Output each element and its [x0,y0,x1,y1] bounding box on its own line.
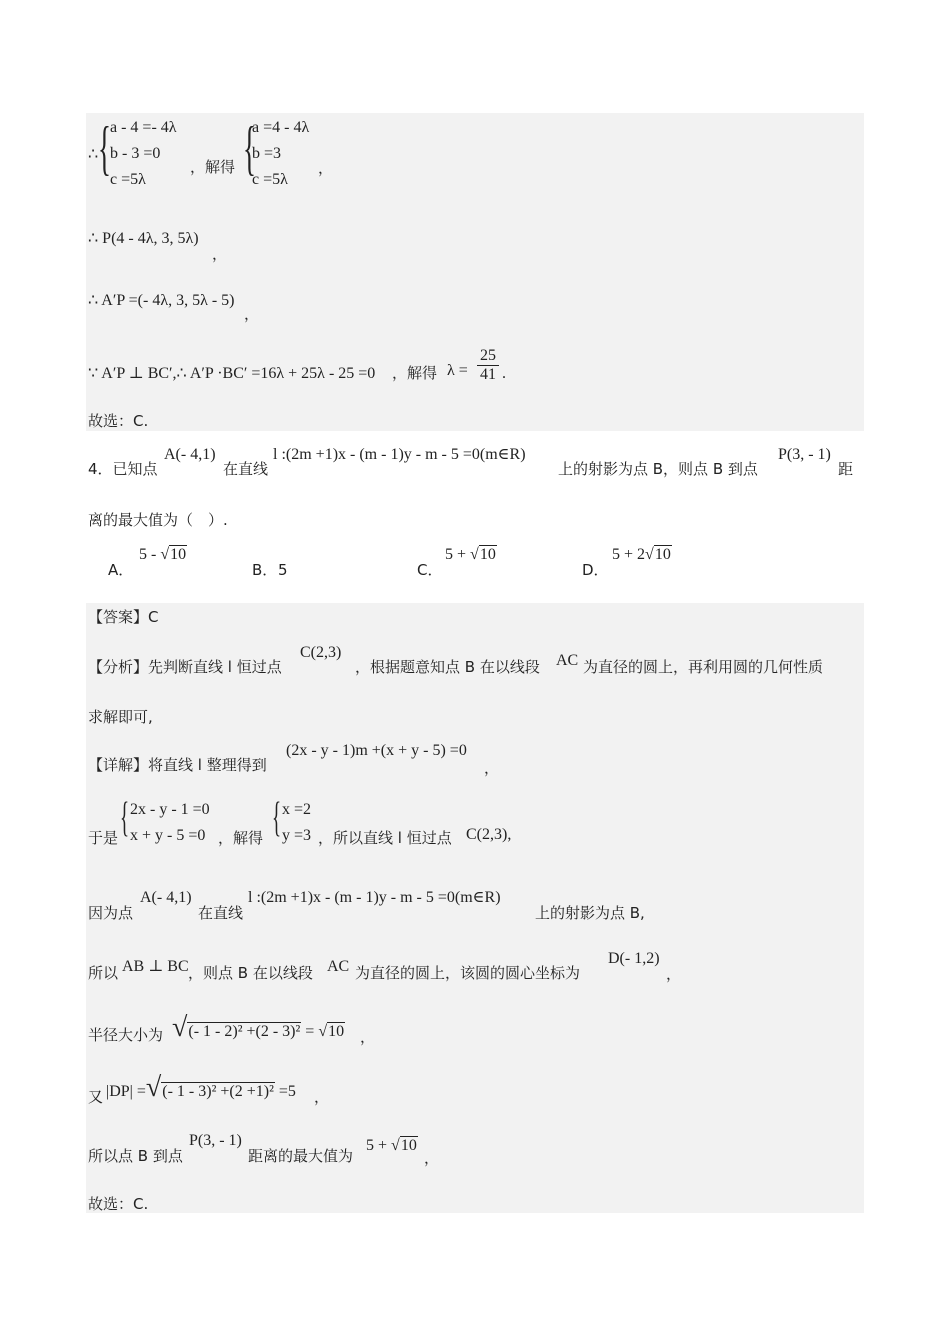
analysis-text-b: ，根据题意知点 B 在以线段 [355,658,540,676]
comma: ， [212,245,228,263]
perpendicular-line: ∵ A′P ⊥ BC′,∴ A′P ·BC′ =16λ + 25λ - 25 =0 [88,365,376,382]
because-on: 在直线 [198,904,244,922]
option-D-pre: 5 + 2 [612,546,646,563]
q4-dist: 距 [838,460,854,478]
left-brace: { [98,115,111,181]
option-A-value[interactable]: 5 - √10 [139,546,187,563]
comma: ， [244,305,260,323]
final-text-a: 所以点 B 到点 [88,1147,183,1165]
system1-eq3: c =5λ [110,171,146,188]
option-B-value[interactable]: 5 [278,561,288,579]
detail-equation: (2x - y - 1)m +(x + y - 5) =0 [286,742,467,759]
option-A-radicand: 10 [170,546,187,563]
DP-label: |DP| = [106,1083,146,1100]
period: . [502,365,506,382]
solve-label-3: ，解得 [218,829,264,847]
system1-eq1: a - 4 =- 4λ [110,119,177,136]
therefore-symbol: ∴ [88,146,99,163]
again-comma: ， [314,1088,330,1106]
so-text-c: 为直径的圆上，该圆的圆心坐标为 [355,964,581,982]
option-C-label[interactable]: C． [417,561,443,579]
left-brace: { [243,115,256,181]
q4-point-A: A(- 4,1) [164,446,216,463]
option-D-radicand: 10 [654,546,671,563]
final-point-P: P(3, - 1) [189,1132,242,1149]
final-pre: 5 + [366,1137,392,1154]
radius-expression: √(- 1 - 2)² +(2 - 3)² = √10 [172,1012,345,1043]
final-value: 5 + √10 [366,1137,417,1154]
solve-label: ，解得 [190,158,236,176]
q4-on-line: 在直线 [223,460,269,478]
analysis-AC: AC [556,652,579,669]
option-A-pre: 5 - [139,546,161,563]
constant-text: ，所以直线 l 恒过点 [318,829,452,847]
option-D-value[interactable]: 5 + 2√10 [612,546,671,563]
detail-comma: ， [484,759,500,777]
system1-eq2: b - 3 =0 [110,145,161,162]
conclusion: 故选：C. [88,1195,149,1213]
option-C-radicand: 10 [479,546,496,563]
because-end: 上的射影为点 B, [535,904,645,922]
analysis-text-c: 为直径的圆上，再利用圆的几何性质 [583,658,824,676]
final-radicand: 10 [400,1137,417,1154]
radius-text: 半径大小为 [88,1026,164,1044]
system3-eq2: x + y - 5 =0 [130,827,206,844]
analysis-text-d: 求解即可, [88,708,153,726]
option-B-label[interactable]: B． [252,561,278,579]
option-D-label[interactable]: D． [582,561,609,579]
because-text: 因为点 [88,904,134,922]
final-comma: ， [424,1149,440,1167]
fraction-numerator: 25 [477,347,499,366]
so-perp: AB ⊥ BC [122,958,189,975]
option-C-pre: 5 + [445,546,471,563]
because-point-A: A(- 4,1) [140,889,192,906]
so-comma: ， [666,965,682,983]
again-text: 又 [88,1088,104,1106]
radius-eq: = [305,1023,315,1040]
lambda-eq: λ = [447,362,468,379]
q4-prefix: 4．已知点 [88,460,158,478]
point-P-line: ∴ P(4 - 4λ, 3, 5λ) [88,230,199,247]
option-C-value[interactable]: 5 + √10 [445,546,496,563]
answer-choice-top: 故选：C. [88,412,149,430]
DP-radicand: (- 1 - 3)² +(2 +1)² [162,1083,274,1100]
left-brace: { [120,795,130,841]
q4-line2: 离的最大值为（ ）. [88,511,228,529]
analysis-text-a: 【分析】先判断直线 l 恒过点 [88,658,282,676]
answer-line: 【答案】C [88,608,159,626]
so-AC: AC [327,958,350,975]
system2-eq3: c =5λ [252,171,288,188]
comma: ， [318,159,334,177]
solve-label-2: ，解得 [392,364,438,382]
q4-line-equation: l :(2m +1)x - (m - 1)y - m - 5 =0(m∈R) [273,446,526,463]
system4-eq2: y =3 [282,827,312,844]
final-text-b: 距离的最大值为 [248,1147,354,1165]
radius-comma: ， [360,1028,376,1046]
so-text-a: 所以 [88,964,119,982]
constant-point: C(2,3), [466,826,512,843]
so-text-b: ，则点 B 在以线段 [188,964,313,982]
vector-AP-line: ∴ A′P =(- 4λ, 3, 5λ - 5) [88,292,235,309]
q4-point-P: P(3, - 1) [778,446,831,463]
detail-text-a: 【详解】将直线 l 整理得到 [88,756,267,774]
lambda-fraction [477,347,499,384]
system2-eq1: a =4 - 4λ [252,119,310,136]
because-line-equation: l :(2m +1)x - (m - 1)y - m - 5 =0(m∈R) [248,889,501,906]
left-brace: { [272,795,282,841]
system4-eq1: x =2 [282,801,312,818]
radius-value: 10 [328,1023,345,1040]
system2-eq2: b =3 [252,145,282,162]
yushi-label: 于是 [88,829,119,847]
DP-value: =5 [278,1083,296,1100]
option-A-label[interactable]: A． [108,561,134,579]
q4-projection-text: 上的射影为点 B，则点 B 到点 [558,460,758,478]
fraction-denominator: 41 [480,366,496,383]
radius-radicand: (- 1 - 2)² +(2 - 3)² [188,1023,301,1040]
so-point-D: D(- 1,2) [608,950,660,967]
system3-eq1: 2x - y - 1 =0 [130,801,210,818]
analysis-point-C: C(2,3) [300,644,342,661]
DP-expression: |DP| =√(- 1 - 3)² +(2 +1)² =5 [106,1072,296,1103]
